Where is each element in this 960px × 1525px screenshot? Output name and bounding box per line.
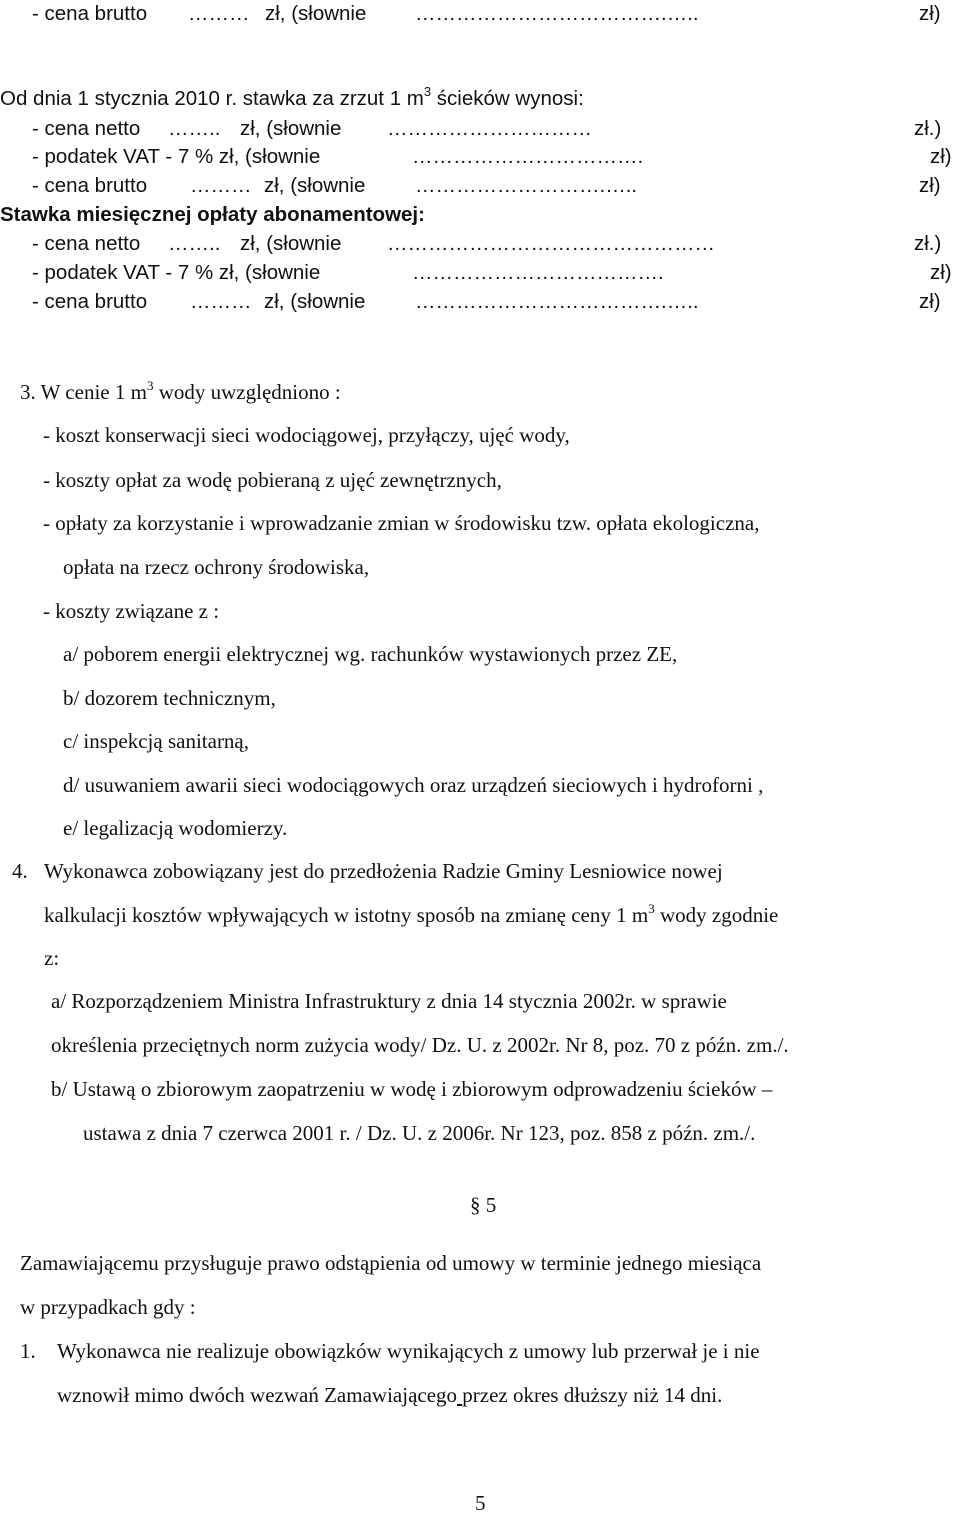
subscription-brutto: - cena brutto ……… zł, (słownie ……………………………….….. zł) — [32, 290, 941, 313]
section-3-heading: 3. W cenie 1 $m^3$ wody uwzględniono : — [20, 378, 341, 404]
section-5-item-number: 1. — [20, 1339, 36, 1363]
section-3-item: - koszty związane z : — [43, 599, 220, 623]
section-4-number: 4. — [12, 859, 28, 883]
dots: ……… — [188, 2, 250, 25]
price-line-vat: - podatek VAT - 7 % zł, (słownie ……………………………. zł) — [32, 145, 952, 168]
price-line-netto: - cena netto …….. zł, (słownie ………………………… zł.) — [32, 117, 942, 140]
section-4-ref-a: a/ Rozporządzeniem Ministra Infrastruktury z dnia 14 stycznia 2002r. w sprawie — [51, 989, 727, 1013]
section-5-item: Wykonawca nie realizuje obowiązków wynikających z umowy lub przerwał je i nie — [57, 1339, 760, 1363]
label: - cena brutto — [32, 2, 148, 25]
section-4-ref-b: b/ Ustawą o zbiorowym zaopatrzeniu w wodę i zbiorowym odprowadzeniu ścieków – — [51, 1077, 773, 1101]
section-3-subitem: b/ dozorem technicznym, — [63, 686, 276, 710]
price-line-brutto-prev — [0, 2, 960, 26]
section-4-ref-a-cont: określenia przeciętnych norm zużycia wody/ Dz. U. z 2002r. Nr 8, poz. 70 z późn. zm./. — [51, 1033, 789, 1057]
page-number: 5 — [475, 1491, 486, 1515]
section-3-item: - opłaty za korzystanie i wprowadzanie zmian w środowisku tzw. opłata ekologiczna, — [43, 511, 760, 535]
section-5-heading: § 5 — [470, 1193, 497, 1217]
subscription-vat: - podatek VAT - 7 % zł, (słownie ………………………………. zł) — [32, 261, 952, 284]
section-5-item-cont: wznowił mimo dwóch wezwań Zamawiającego przez okres dłuższy niż 14 dni. — [57, 1383, 723, 1407]
section-3-subitem: e/ legalizacją wodomierzy. — [63, 816, 288, 840]
subscription-netto: - cena netto …….. zł, (słownie ………………………………………… zł.) — [32, 232, 942, 255]
section-4-ref-b-cont: ustawa z dnia 7 czerwca 2001 r. / Dz. U. z 2006r. Nr 123, poz. 858 z późn. zm./. — [83, 1121, 756, 1145]
subscription-heading: Stawka miesięcznej opłaty abonamentowej: — [0, 203, 425, 226]
section-3-item: - koszt konserwacji sieci wodociągowej, przyłączy, ujęć wody, — [43, 423, 570, 447]
dots: ……………………………….….. — [415, 2, 699, 25]
section-3-item-cont: opłata na rzecz ochrony środowiska, — [63, 555, 370, 579]
section-4-line: kalkulacji kosztów wpływających w istotny sposób na zmianę ceny 1 $m^3$ wody zgodnie — [44, 901, 779, 927]
section-4-line: z: — [44, 946, 60, 970]
section-3-subitem: c/ inspekcją sanitarną, — [63, 729, 250, 753]
unit: zł) — [919, 2, 941, 25]
section-4-line: Wykonawca zobowiązany jest do przedłożenia Radzie Gminy Lesniowice nowej — [44, 859, 723, 883]
price-line-brutto: - cena brutto ……… zł, (słownie ……………………….….. zł) — [32, 174, 941, 197]
sewage-rate-intro: Od dnia 1 stycznia 2010 r. stawka za zrzut 1 $m^3$ ścieków wynosi: — [0, 84, 584, 110]
section-3-subitem: d/ usuwaniem awarii sieci wodociągowych oraz urządzeń sieciowych i hydroforni , — [63, 773, 764, 797]
section-5-paragraph: Zamawiającemu przysługuje prawo odstąpienia od umowy w terminie jednego miesiąca — [20, 1251, 762, 1275]
section-3-subitem: a/ poborem energii elektrycznej wg. rachunków wystawionych przez ZE, — [63, 642, 678, 666]
section-3-item: - koszty opłat za wodę pobieraną z ujęć zewnętrznych, — [43, 468, 502, 492]
section-5-paragraph: w przypadkach gdy : — [20, 1295, 196, 1319]
words-label: zł, (słownie — [265, 2, 367, 25]
